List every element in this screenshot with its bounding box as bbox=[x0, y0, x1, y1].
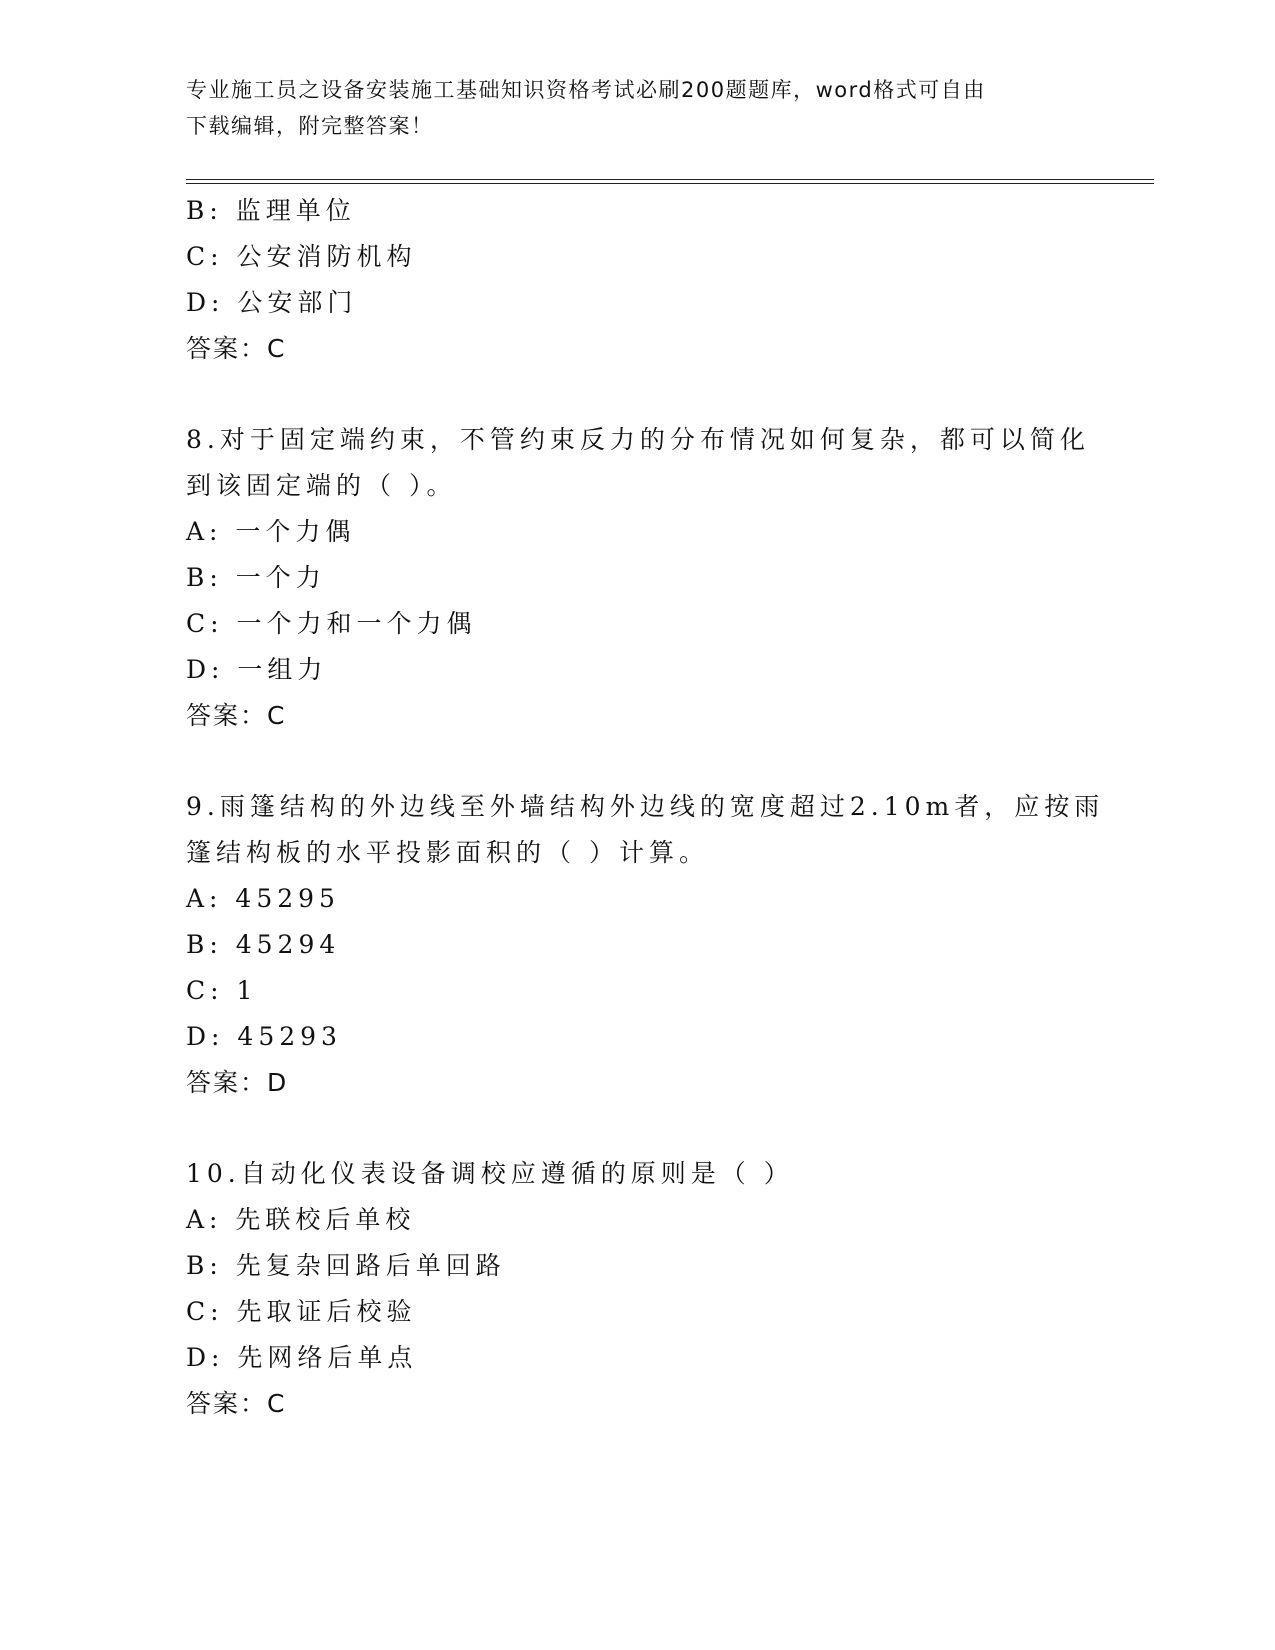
question-stem-line-2: 到该固定端的（ ）。 bbox=[186, 471, 457, 500]
option-d: D: 一组力 bbox=[186, 655, 328, 684]
option-d: D: 公安部门 bbox=[186, 288, 358, 317]
question-10 bbox=[186, 1151, 1106, 1427]
answer-line: 答案：D bbox=[186, 1068, 289, 1097]
option-b: B: 45294 bbox=[186, 930, 341, 959]
option-a: A: 45295 bbox=[186, 884, 340, 913]
option-c: C: 先取证后校验 bbox=[186, 1297, 417, 1326]
option-a: A: 一个力偶 bbox=[186, 517, 356, 546]
header-line-2: 下载编辑，附完整答案！ bbox=[186, 114, 434, 138]
option-d: D: 先网络后单点 bbox=[186, 1343, 418, 1372]
option-b: B: 先复杂回路后单回路 bbox=[186, 1251, 506, 1280]
option-c: C: 公安消防机构 bbox=[186, 242, 417, 271]
question-stem-line-1: 8.对于固定端约束，不管约束反力的分布情况如何复杂，都可以简化 bbox=[186, 425, 1090, 454]
question-9 bbox=[186, 784, 1106, 1106]
option-c: C: 一个力和一个力偶 bbox=[186, 609, 477, 638]
document-header bbox=[186, 72, 1086, 144]
question-stem-line-2: 篷结构板的水平投影面积的（ ）计算。 bbox=[186, 838, 709, 867]
option-d: D: 45293 bbox=[186, 1022, 342, 1051]
header-line-1: 专业施工员之设备安装施工基础知识资格考试必刷200题题库，word格式可自由 bbox=[186, 78, 986, 102]
spacer bbox=[186, 1106, 1106, 1151]
answer-line: 答案：C bbox=[186, 701, 287, 730]
header-divider bbox=[186, 179, 1154, 184]
answer-line: 答案：C bbox=[186, 334, 287, 363]
option-a: A: 先联校后单校 bbox=[186, 1205, 416, 1234]
option-b: B: 一个力 bbox=[186, 563, 326, 592]
spacer bbox=[186, 739, 1106, 784]
question-7-tail bbox=[186, 188, 1106, 372]
answer-line: 答案：C bbox=[186, 1389, 287, 1418]
question-stem-line-1: 10.自动化仪表设备调校应遵循的原则是（ ） bbox=[186, 1159, 794, 1188]
spacer bbox=[186, 372, 1106, 417]
option-c: C: 1 bbox=[186, 976, 258, 1005]
question-stem-line-1: 9.雨篷结构的外边线至外墙结构外边线的宽度超过2.10m者，应按雨 bbox=[186, 792, 1105, 821]
option-b: B: 监理单位 bbox=[186, 196, 356, 225]
question-8 bbox=[186, 417, 1106, 739]
question-list bbox=[186, 188, 1106, 1427]
